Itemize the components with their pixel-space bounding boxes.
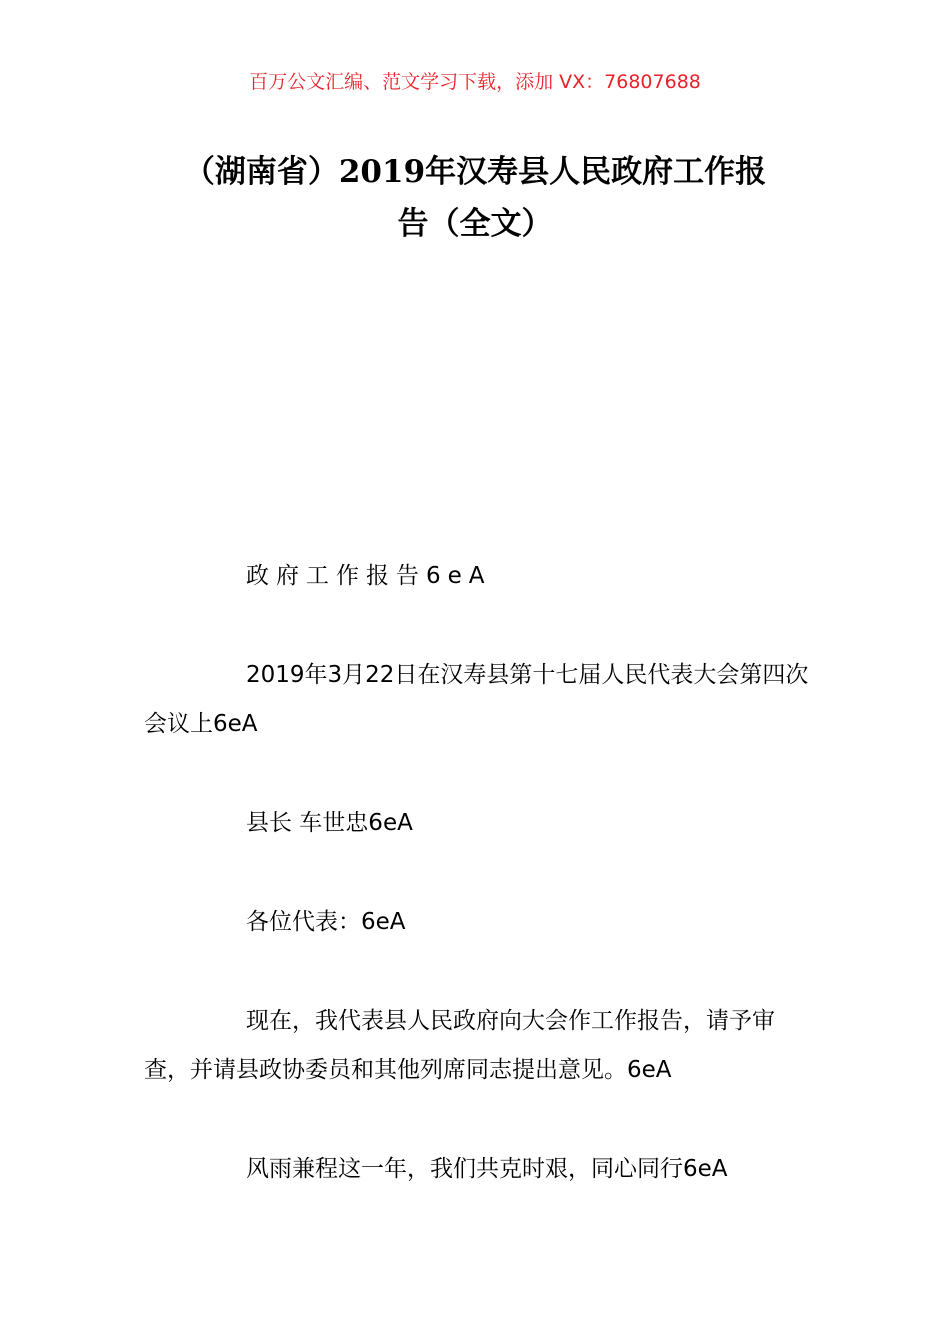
paragraph-speaker: 县长 车世忠6eA bbox=[246, 810, 413, 836]
document-title-line-1: （湖南省）2019年汉寿县人民政府工作报 bbox=[183, 154, 767, 190]
document-title bbox=[140, 146, 810, 250]
watermark-ad-text: 百万公文汇编、范文学习下载，添加 VX：76807688 bbox=[249, 71, 701, 93]
paragraph-review: 风雨兼程这一年，我们共克时艰，同心同行6eA bbox=[246, 1156, 728, 1182]
document-title-line-2: 告（全文） bbox=[397, 206, 553, 242]
paragraph-salutation: 各位代表：6eA bbox=[246, 909, 406, 935]
paragraph-report-heading: 政府工作报告6eA bbox=[246, 563, 492, 589]
paragraph-meeting-date: 2019年3月22日在汉寿县第十七届人民代表大会第四次会议上6eA bbox=[144, 662, 809, 737]
document-body bbox=[144, 552, 812, 1244]
paragraph-intro: 现在，我代表县人民政府向大会作工作报告，请予审查，并请县政协委员和其他列席同志提出意见。6eA bbox=[144, 1008, 775, 1083]
